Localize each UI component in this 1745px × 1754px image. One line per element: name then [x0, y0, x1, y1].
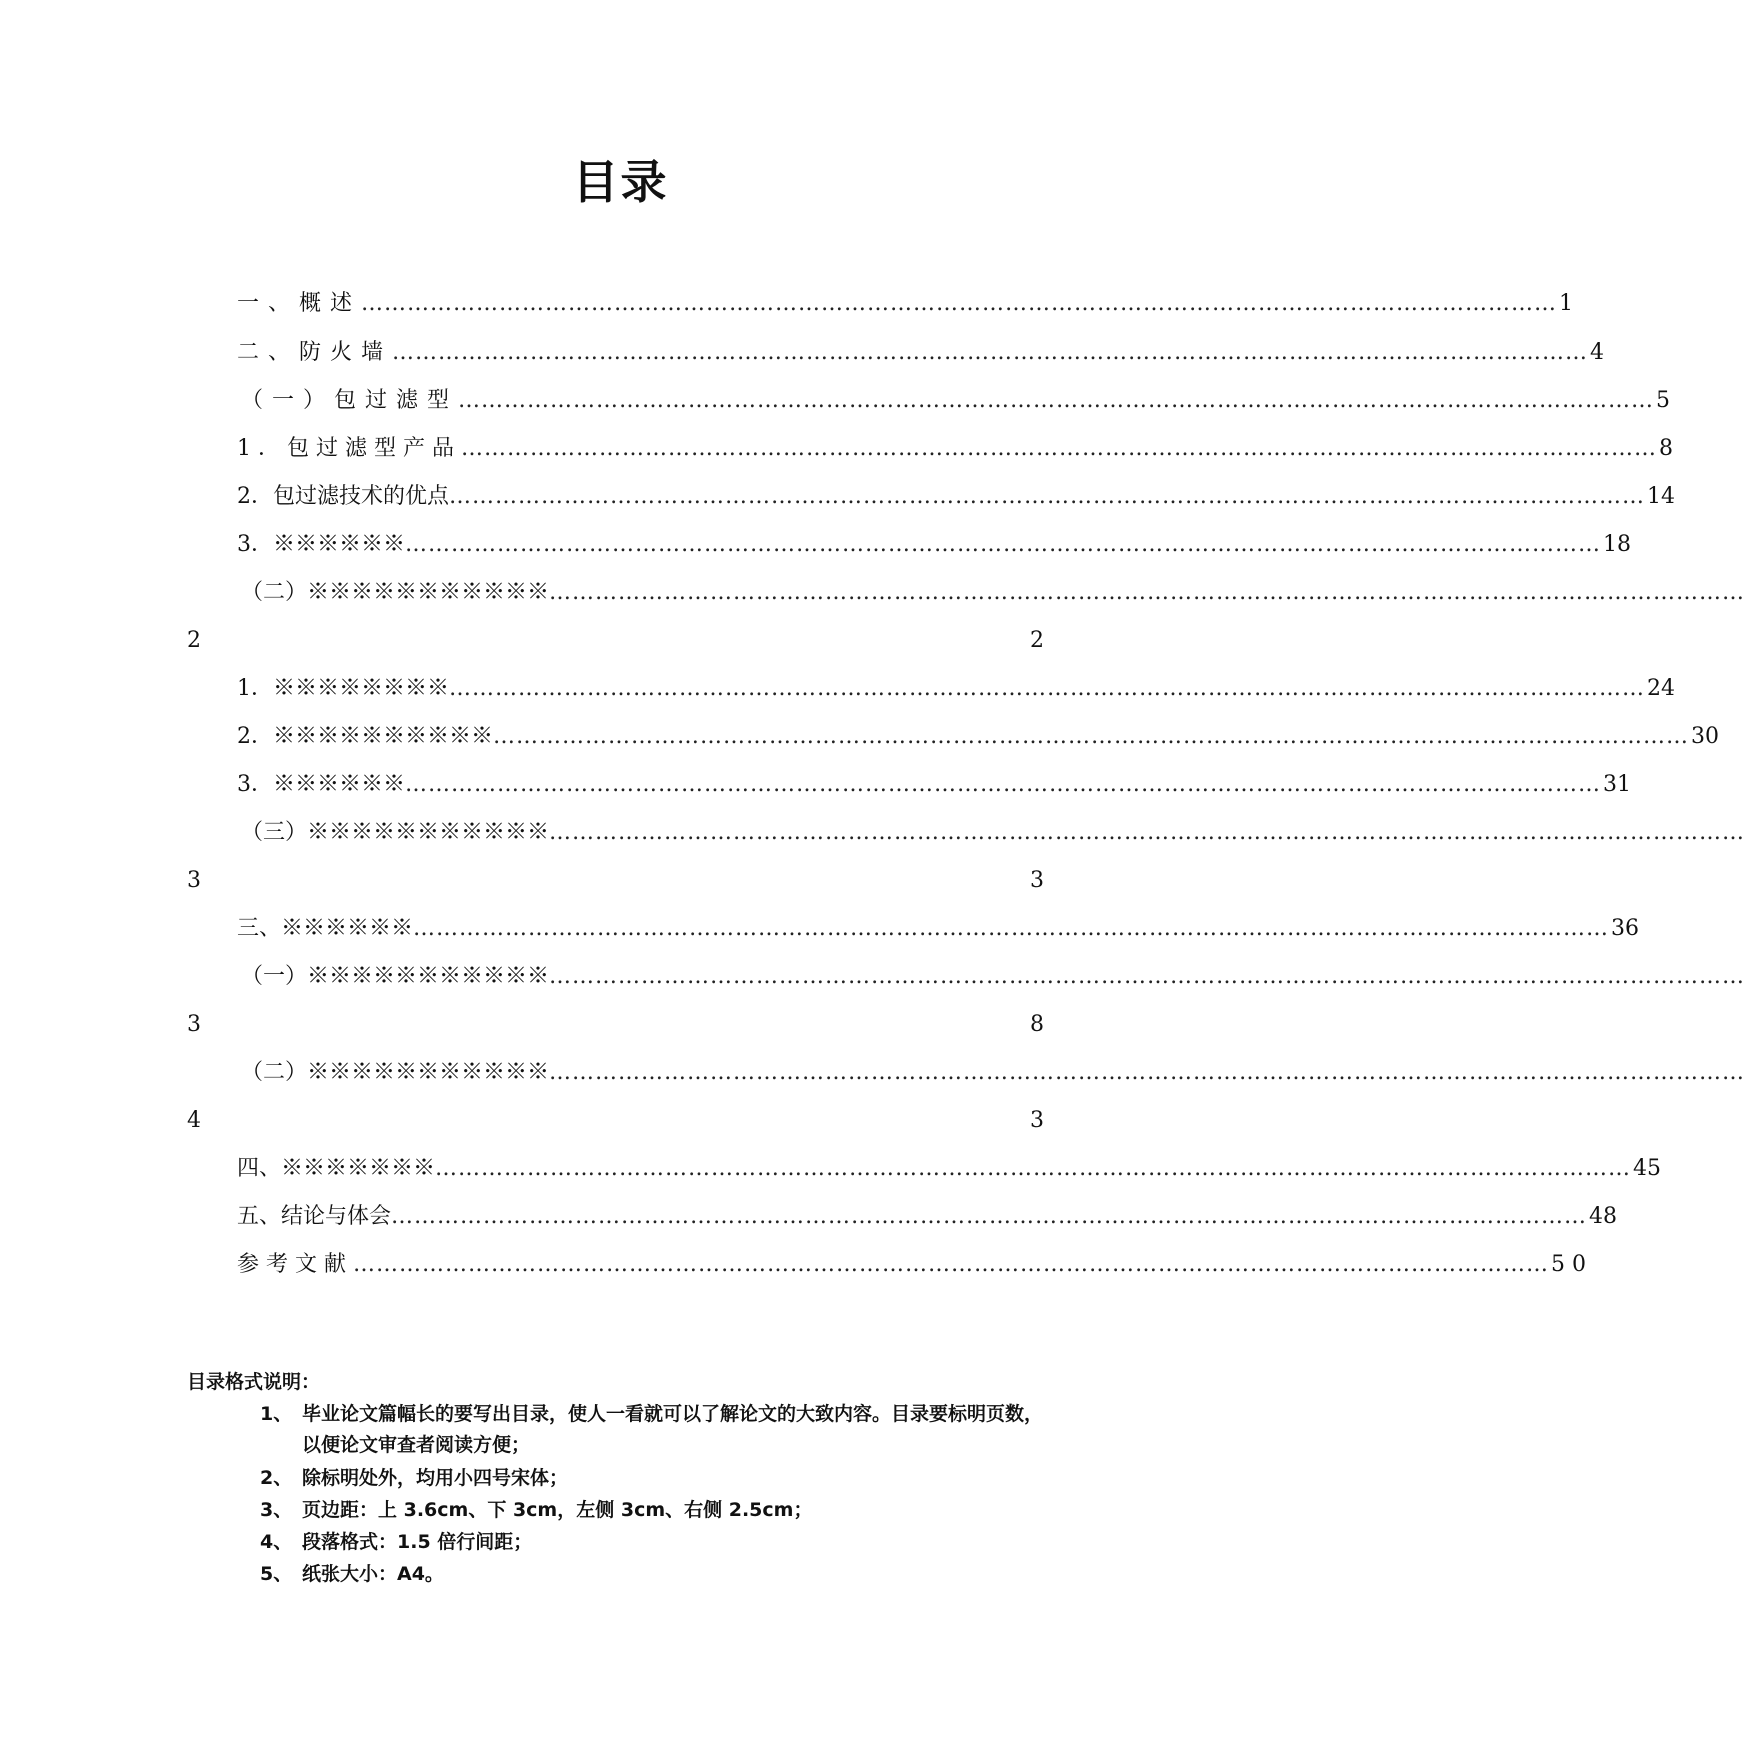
format-note-text: 纸张大小：A4。	[302, 1563, 444, 1585]
toc-page-number-wrap-left: 3	[187, 868, 201, 893]
toc-page-number-wrap-right: 8	[1030, 1012, 1044, 1037]
format-note-text: 段落格式：1.5 倍行间距；	[302, 1531, 533, 1553]
format-note	[260, 1463, 1060, 1494]
page-title: 目录	[572, 155, 669, 209]
toc-leader: …………………………………………………………………………………………………………………………………………	[549, 964, 1745, 989]
toc-page-number: 50	[1551, 1252, 1594, 1277]
toc-leader: …………………………………………………………………………………………………………………………………………	[353, 1252, 1550, 1277]
toc-leader: …………………………………………………………………………………………………………………………………………	[391, 1204, 1588, 1229]
toc-page-number: 48	[1589, 1204, 1618, 1229]
toc-leader: …………………………………………………………………………………………………………………………………………	[493, 724, 1689, 749]
toc-leader: …………………………………………………………………………………………………………………………………………	[458, 388, 1655, 413]
toc-page-number-wrap-left: 2	[187, 628, 201, 653]
format-note-text: 页边距：上 3.6cm、下 3cm，左侧 3cm、右侧 2.5cm；	[302, 1499, 813, 1521]
toc-entry-label: 四、※※※※※※※	[237, 1156, 436, 1181]
format-note-number: 3、	[260, 1499, 293, 1521]
toc-leader: …………………………………………………………………………………………………………………………………………	[405, 772, 1601, 797]
format-note-number: 1、	[260, 1403, 293, 1425]
toc-entry[interactable]	[237, 722, 1719, 752]
toc-entry[interactable]	[237, 1202, 1618, 1232]
toc-entry-label: 3．※※※※※※	[237, 772, 405, 797]
toc-page-number: 31	[1603, 772, 1631, 797]
toc-entry-label: （二）※※※※※※※※※※※	[241, 580, 550, 605]
toc-entry-label: 2．包过滤技术的优点	[237, 484, 449, 509]
toc-page-number: 30	[1691, 724, 1719, 749]
toc-entry-label: 一、概述	[237, 291, 362, 316]
format-note-text: 毕业论文篇幅长的要写出目录，使人一看就可以了解论文的大致内容。目录要标明页数，以便论文审查者阅读方便；	[302, 1403, 1044, 1456]
toc-leader: …………………………………………………………………………………………………………………………………………	[461, 436, 1657, 461]
format-note	[260, 1527, 1060, 1558]
toc-entry[interactable]	[241, 578, 1745, 608]
toc-entry-label: 参考文献	[237, 1252, 354, 1277]
toc-entry[interactable]	[237, 434, 1673, 464]
toc-entry-label: 1．包过滤型产品	[237, 436, 461, 461]
toc-page-number-wrap-right: 3	[1030, 1108, 1044, 1133]
toc-entry-label: （一）包过滤型	[241, 388, 459, 413]
toc-entry[interactable]	[237, 674, 1675, 704]
toc-page-number: 45	[1633, 1156, 1662, 1181]
toc-leader: …………………………………………………………………………………………………………………………………………	[435, 1156, 1632, 1181]
toc-entry[interactable]	[237, 482, 1675, 512]
toc-entry-label: 三、※※※※※※	[237, 916, 414, 941]
toc-page-number: 24	[1647, 676, 1675, 701]
format-note-number: 5、	[260, 1563, 293, 1585]
toc-leader: …………………………………………………………………………………………………………………………………………	[405, 532, 1601, 557]
toc-leader: …………………………………………………………………………………………………………………………………………	[449, 484, 1645, 509]
toc-entry[interactable]	[237, 770, 1631, 800]
toc-entry[interactable]	[237, 1250, 1594, 1280]
toc-leader: …………………………………………………………………………………………………………………………………………	[549, 580, 1745, 605]
format-note	[260, 1495, 1060, 1526]
toc-entry[interactable]	[241, 386, 1671, 416]
toc-page-number-wrap-left: 4	[187, 1108, 201, 1133]
toc-entry[interactable]	[237, 289, 1574, 319]
toc-leader: …………………………………………………………………………………………………………………………………………	[413, 916, 1610, 941]
toc-entry-label: （三）※※※※※※※※※※※	[241, 820, 550, 845]
toc-page-number: 8	[1659, 436, 1673, 461]
toc-entry-label: （二）※※※※※※※※※※※	[241, 1060, 550, 1085]
toc-entry-label: 五、结论与体会	[237, 1204, 392, 1229]
toc-entry[interactable]	[237, 914, 1640, 944]
toc-entry[interactable]	[241, 818, 1745, 848]
format-note-number: 2、	[260, 1467, 293, 1489]
toc-entry-label: 1．※※※※※※※※	[237, 676, 449, 701]
toc-entry[interactable]	[241, 962, 1745, 992]
format-note	[260, 1399, 1060, 1461]
toc-entry[interactable]	[241, 1058, 1745, 1088]
toc-leader: …………………………………………………………………………………………………………………………………………	[549, 820, 1745, 845]
toc-page-number: 18	[1603, 532, 1631, 557]
format-note	[260, 1559, 1060, 1590]
toc-leader: …………………………………………………………………………………………………………………………………………	[449, 676, 1645, 701]
format-note-number: 4、	[260, 1531, 293, 1553]
toc-page-number-wrap-left: 3	[187, 1012, 201, 1037]
format-note-text: 除标明处外，均用小四号宋体；	[302, 1467, 569, 1489]
toc-entry-label: 3．※※※※※※	[237, 532, 405, 557]
toc-leader: …………………………………………………………………………………………………………………………………………	[361, 291, 1558, 316]
toc-entry[interactable]	[237, 1154, 1662, 1184]
toc-entry-label: 2．※※※※※※※※※※	[237, 724, 493, 749]
toc-page-number: 5	[1656, 388, 1671, 413]
toc-entry[interactable]	[237, 530, 1631, 560]
toc-page-number-wrap-right: 3	[1030, 868, 1044, 893]
toc-page-number: 14	[1647, 484, 1675, 509]
toc-page-number: 36	[1611, 916, 1640, 941]
toc-page-number-wrap-right: 2	[1030, 628, 1044, 653]
toc-page-number: 4	[1590, 340, 1605, 365]
toc-leader: …………………………………………………………………………………………………………………………………………	[549, 1060, 1745, 1085]
toc-page-number: 1	[1559, 291, 1574, 316]
format-notes-title: 目录格式说明：	[187, 1371, 321, 1393]
toc-entry[interactable]	[237, 338, 1605, 368]
toc-entry-label: 二、防火墙	[237, 340, 393, 365]
toc-entry-label: （一）※※※※※※※※※※※	[241, 964, 550, 989]
toc-leader: …………………………………………………………………………………………………………………………………………	[392, 340, 1589, 365]
